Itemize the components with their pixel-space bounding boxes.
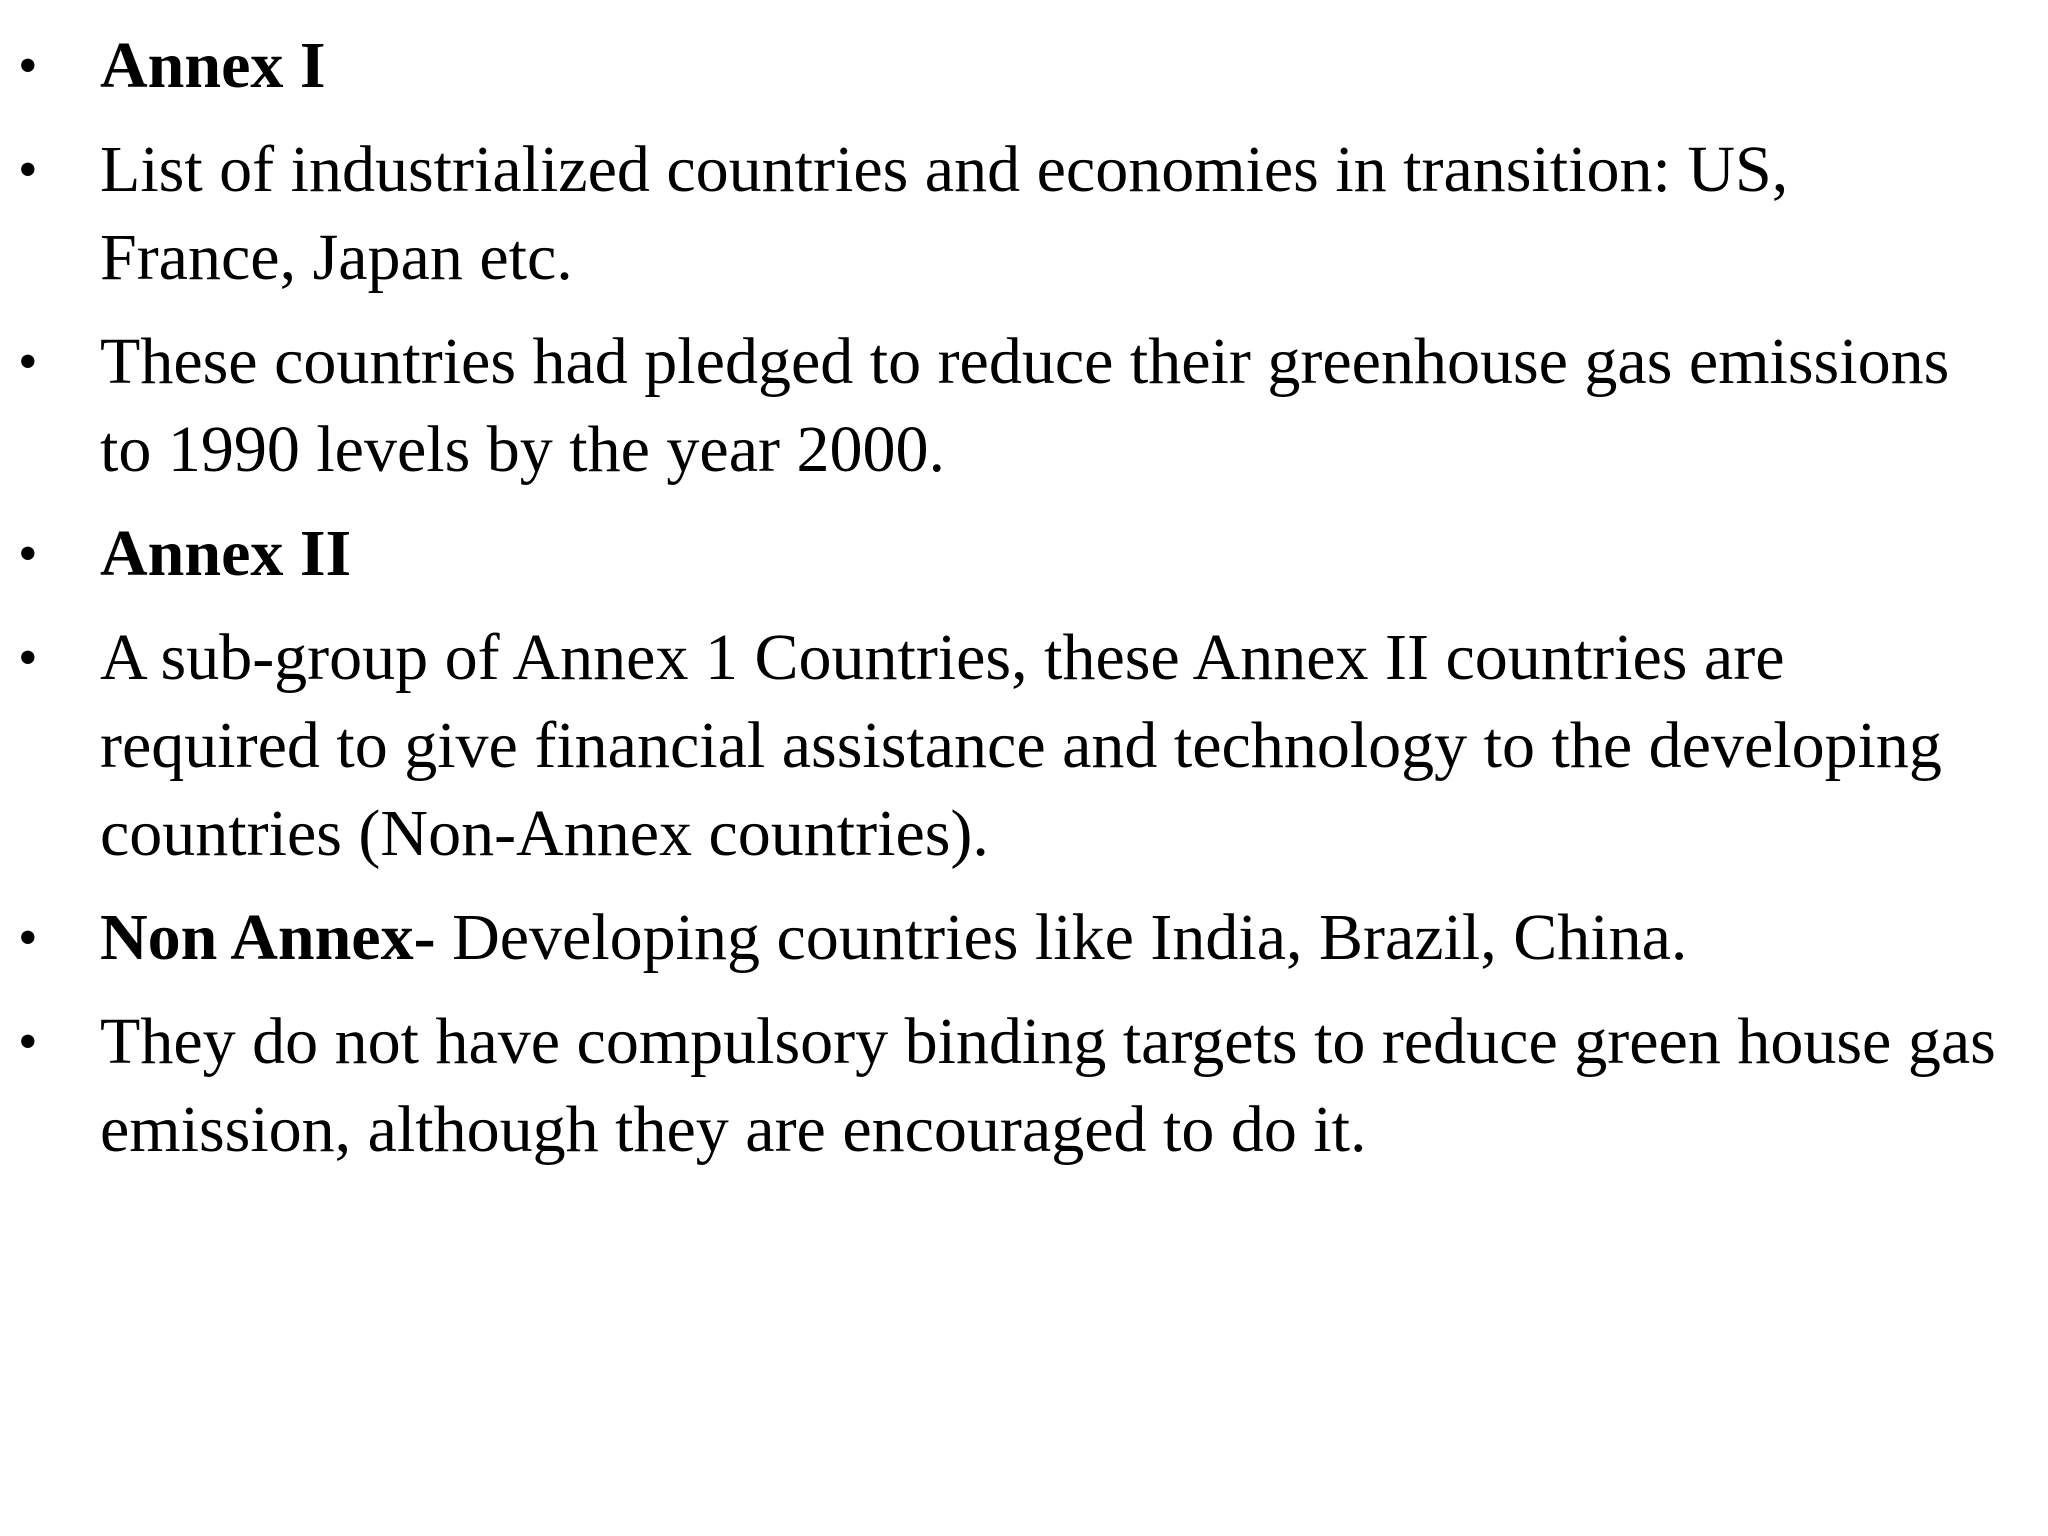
bullet-item-pledge xyxy=(0,318,2000,494)
bullet-item-non-annex xyxy=(0,894,2000,982)
bullet-text: A sub-group of Annex 1 Countries, these Annex II countries are required to give financial assistance and technology to the developing countries (Non-Annex countries). xyxy=(100,621,1942,870)
bullet-heading: Annex I xyxy=(100,29,326,102)
bullet-icon: • xyxy=(18,139,38,201)
bullet-item-annex-ii-description xyxy=(0,614,2000,878)
bullet-text: Developing countries like India, Brazil, China. xyxy=(435,901,1688,974)
bullet-text: List of industrialized countries and economies in transition: US, France, Japan etc. xyxy=(100,133,1789,294)
bullet-item-non-binding xyxy=(0,998,2000,1174)
bullet-text: These countries had pledged to reduce their greenhouse gas emissions to 1990 levels by the year 2000. xyxy=(100,325,1950,486)
bullet-text: They do not have compulsory binding targets to reduce green house gas emission, although they are encouraged to do it. xyxy=(100,1005,1996,1166)
bullet-list xyxy=(0,22,2000,1190)
bullet-heading: Non Annex- xyxy=(100,901,436,974)
bullet-icon: • xyxy=(18,331,38,393)
bullet-item-industrialized-list xyxy=(0,126,2000,302)
bullet-item-annex-ii xyxy=(0,510,2000,598)
bullet-icon: • xyxy=(18,523,38,585)
bullet-heading: Annex II xyxy=(100,517,352,590)
bullet-icon: • xyxy=(18,907,38,969)
bullet-icon: • xyxy=(18,1011,38,1073)
bullet-item-annex-i xyxy=(0,22,2000,110)
bullet-icon: • xyxy=(18,627,38,689)
bullet-icon: • xyxy=(18,35,38,97)
